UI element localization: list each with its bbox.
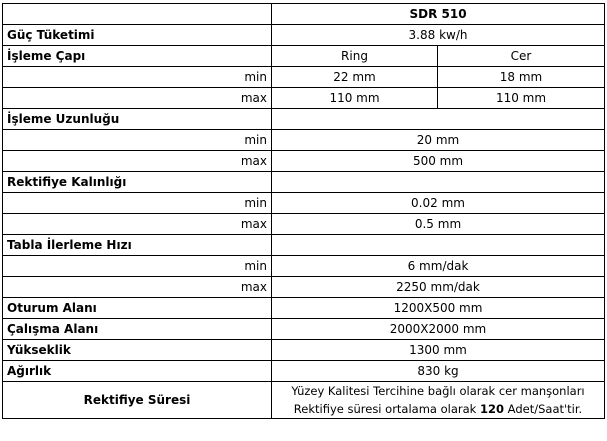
diameter-cer-max: 110 mm: [438, 88, 605, 109]
feed-max-value: 2250 mm/dak: [272, 277, 605, 298]
diameter-col-cer: Cer: [438, 46, 605, 67]
weight-value: 830 kg: [272, 361, 605, 382]
table-row-diameter-min: [3, 67, 605, 88]
length-label: İşleme Uzunluğu: [3, 109, 272, 130]
length-max-label: max: [3, 151, 272, 172]
grinding-time-rate: 120: [480, 402, 505, 416]
header-empty-cell: [3, 4, 272, 25]
weight-label: Ağırlık: [3, 361, 272, 382]
table-row-grinding-time: [3, 382, 605, 419]
footprint-label: Oturum Alanı: [3, 298, 272, 319]
table-row-length-min: [3, 130, 605, 151]
table-row-thickness: [3, 172, 605, 193]
diameter-min-label: min: [3, 67, 272, 88]
spec-table-wrapper: [2, 3, 605, 419]
table-row-header: [3, 4, 605, 25]
table-row-thickness-min: [3, 193, 605, 214]
table-row-diameter: [3, 46, 605, 67]
grinding-time-note-line1: Yüzey Kalitesi Tercihine bağlı olarak cer manşonları: [291, 384, 585, 398]
thickness-min-value: 0.02 mm: [272, 193, 605, 214]
thickness-max-value: 0.5 mm: [272, 214, 605, 235]
power-value: 3.88 kw/h: [272, 25, 605, 46]
thickness-label: Rektifiye Kalınlığı: [3, 172, 272, 193]
grinding-time-note-line2-post: Adet/Saat'tir.: [504, 402, 583, 416]
feed-label: Tabla İlerleme Hızı: [3, 235, 272, 256]
feed-min-label: min: [3, 256, 272, 277]
diameter-ring-max: 110 mm: [272, 88, 438, 109]
thickness-min-label: min: [3, 193, 272, 214]
thickness-max-label: max: [3, 214, 272, 235]
table-row-weight: [3, 361, 605, 382]
table-row-length: [3, 109, 605, 130]
table-row-diameter-max: [3, 88, 605, 109]
height-label: Yükseklik: [3, 340, 272, 361]
grinding-time-note-line2-pre: Rektifiye süresi ortalama olarak: [293, 402, 480, 416]
table-row-footprint: [3, 298, 605, 319]
feed-min-value: 6 mm/dak: [272, 256, 605, 277]
table-row-feed-min: [3, 256, 605, 277]
spec-table: [2, 3, 605, 419]
table-row-feed: [3, 235, 605, 256]
model-name: SDR 510: [272, 4, 605, 25]
length-max-value: 500 mm: [272, 151, 605, 172]
thickness-empty-cell: [272, 172, 605, 193]
working-area-label: Çalışma Alanı: [3, 319, 272, 340]
feed-empty-cell: [272, 235, 605, 256]
table-row-thickness-max: [3, 214, 605, 235]
diameter-label: İşleme Çapı: [3, 46, 272, 67]
working-area-value: 2000X2000 mm: [272, 319, 605, 340]
table-row-feed-max: [3, 277, 605, 298]
table-row-working-area: [3, 319, 605, 340]
table-row-height: [3, 340, 605, 361]
length-min-value: 20 mm: [272, 130, 605, 151]
grinding-time-note: [272, 382, 605, 419]
table-row-length-max: [3, 151, 605, 172]
length-min-label: min: [3, 130, 272, 151]
table-row-power: [3, 25, 605, 46]
diameter-ring-min: 22 mm: [272, 67, 438, 88]
footprint-value: 1200X500 mm: [272, 298, 605, 319]
grinding-time-label: Rektifiye Süresi: [3, 382, 272, 419]
length-empty-cell: [272, 109, 605, 130]
feed-max-label: max: [3, 277, 272, 298]
height-value: 1300 mm: [272, 340, 605, 361]
diameter-col-ring: Ring: [272, 46, 438, 67]
diameter-max-label: max: [3, 88, 272, 109]
diameter-cer-min: 18 mm: [438, 67, 605, 88]
power-label: Güç Tüketimi: [3, 25, 272, 46]
